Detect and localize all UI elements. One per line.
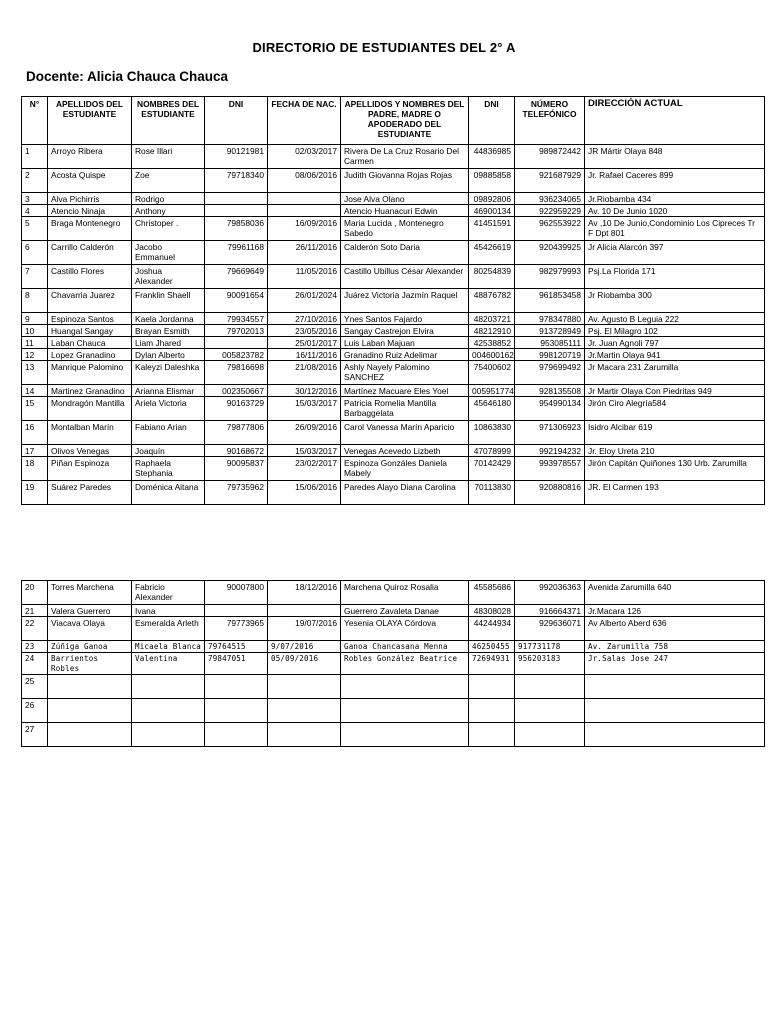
cell-fecha xyxy=(268,699,341,723)
cell-nombres: Micaela Blanca xyxy=(132,641,205,653)
cell-apellidos: Martinez Granadino xyxy=(48,385,132,397)
cell-apellidos: Mondragón Mantilla xyxy=(48,397,132,421)
cell-apoderado: Venegas Acevedo Lizbeth xyxy=(341,445,469,457)
cell-apellidos: Barrientos Robles xyxy=(48,653,132,675)
cell-direccion: Av. 10 De Junio 1020 xyxy=(585,205,765,217)
cell-dni2: 48203721 xyxy=(469,313,515,325)
col-header-dni: DNI xyxy=(205,97,268,145)
cell-direccion: Isidro Alcibar 619 xyxy=(585,421,765,445)
cell-apellidos: Piñan Espinoza xyxy=(48,457,132,481)
students-table-part-2 xyxy=(21,580,765,747)
cell-telefono xyxy=(515,675,585,699)
cell-apellidos: Arroyo Ribera xyxy=(48,145,132,169)
cell-direccion: Jirón Ciro Alegría584 xyxy=(585,397,765,421)
cell-apellidos: Laban Chauca xyxy=(48,337,132,349)
cell-fecha: 23/02/2017 xyxy=(268,457,341,481)
cell-dni2: 46900134 xyxy=(469,205,515,217)
cell-nombres: Valentina xyxy=(132,653,205,675)
cell-dni2: 45585686 xyxy=(469,581,515,605)
cell-dni xyxy=(205,699,268,723)
cell-dni: 79858036 xyxy=(205,217,268,241)
cell-apoderado xyxy=(341,723,469,747)
cell-dni xyxy=(205,675,268,699)
cell-apoderado: Martínez Macuare Eles Yoel xyxy=(341,385,469,397)
cell-direccion: Jr. Rafael Caceres 899 xyxy=(585,169,765,193)
cell-dni: 90121981 xyxy=(205,145,268,169)
cell-n: 2 xyxy=(22,169,48,193)
cell-apoderado: Judith Giovanna Rojas Rojas xyxy=(341,169,469,193)
cell-apellidos: Braga Montenegro xyxy=(48,217,132,241)
cell-n: 5 xyxy=(22,217,48,241)
cell-apellidos: Chavarria Juarez xyxy=(48,289,132,313)
table-row xyxy=(22,445,765,457)
cell-apellidos: Espinoza Santos xyxy=(48,313,132,325)
cell-fecha xyxy=(268,205,341,217)
cell-dni2: 70113830 xyxy=(469,481,515,505)
col-header-n: N° xyxy=(22,97,48,145)
table-row xyxy=(22,169,765,193)
cell-direccion xyxy=(585,723,765,747)
table-row xyxy=(22,325,765,337)
cell-apoderado: Atencio Huanacuri Edwin xyxy=(341,205,469,217)
cell-apellidos: Castillo Flores xyxy=(48,265,132,289)
table-row xyxy=(22,217,765,241)
table-row xyxy=(22,723,765,747)
table-row xyxy=(22,349,765,361)
cell-dni2: 41451591 xyxy=(469,217,515,241)
cell-apellidos xyxy=(48,675,132,699)
cell-dni: 79764515 xyxy=(205,641,268,653)
cell-apellidos: Valera Guerrero xyxy=(48,605,132,617)
cell-apoderado xyxy=(341,699,469,723)
cell-telefono xyxy=(515,723,585,747)
table-row xyxy=(22,337,765,349)
cell-dni xyxy=(205,337,268,349)
cell-fecha xyxy=(268,723,341,747)
cell-dni xyxy=(205,605,268,617)
cell-telefono: 989872442 xyxy=(515,145,585,169)
cell-apoderado: Paredes Alayo Diana Carolina xyxy=(341,481,469,505)
table-row xyxy=(22,361,765,385)
cell-nombres: Fabricio Alexander xyxy=(132,581,205,605)
cell-apellidos: Suárez Paredes xyxy=(48,481,132,505)
cell-apellidos: Atencio Ninaja xyxy=(48,205,132,217)
cell-telefono: 992194232 xyxy=(515,445,585,457)
cell-apoderado: Espinoza Gonzáles Daniela Mabely xyxy=(341,457,469,481)
cell-direccion: Av ,10 De Junio,Condominio Los Cipreces Tr F Dpt 801 xyxy=(585,217,765,241)
cell-nombres: Joshua Alexander xyxy=(132,265,205,289)
table-row xyxy=(22,653,765,675)
cell-telefono: 993978557 xyxy=(515,457,585,481)
cell-apoderado: Ashly Nayely Palomino SANCHEZ xyxy=(341,361,469,385)
cell-direccion: Jr.Macara 126 xyxy=(585,605,765,617)
cell-dni2: 005951774 xyxy=(469,385,515,397)
cell-apoderado: Juárez Victoria Jazmín Raquel xyxy=(341,289,469,313)
cell-dni: 90163729 xyxy=(205,397,268,421)
cell-nombres: Zoe xyxy=(132,169,205,193)
cell-telefono: 917731178 xyxy=(515,641,585,653)
table-row xyxy=(22,241,765,265)
cell-fecha xyxy=(268,605,341,617)
cell-n: 14 xyxy=(22,385,48,397)
cell-dni2 xyxy=(469,699,515,723)
table-row xyxy=(22,397,765,421)
cell-nombres: Ivana xyxy=(132,605,205,617)
cell-nombres: Ariela Victoria xyxy=(132,397,205,421)
cell-apellidos: Lopez Granadino xyxy=(48,349,132,361)
cell-fecha: 26/11/2016 xyxy=(268,241,341,265)
cell-telefono: 936234065 xyxy=(515,193,585,205)
cell-dni2: 09892806 xyxy=(469,193,515,205)
cell-fecha: 30/12/2016 xyxy=(268,385,341,397)
cell-n: 6 xyxy=(22,241,48,265)
cell-direccion: JR. El Carmen 193 xyxy=(585,481,765,505)
cell-dni: 79847051 xyxy=(205,653,268,675)
cell-telefono: 954990134 xyxy=(515,397,585,421)
cell-fecha: 21/08/2016 xyxy=(268,361,341,385)
cell-fecha: 26/01/2024 xyxy=(268,289,341,313)
cell-direccion xyxy=(585,699,765,723)
cell-apoderado: Sangay Castrejon Elvira xyxy=(341,325,469,337)
cell-n: 21 xyxy=(22,605,48,617)
cell-dni2: 09885858 xyxy=(469,169,515,193)
table-row xyxy=(22,617,765,641)
cell-n: 22 xyxy=(22,617,48,641)
cell-apoderado: Carol Vanessa Marín Aparicio xyxy=(341,421,469,445)
table-row xyxy=(22,313,765,325)
cell-telefono: 998120719 xyxy=(515,349,585,361)
cell-n: 17 xyxy=(22,445,48,457)
cell-telefono: 920880816 xyxy=(515,481,585,505)
cell-direccion: Jr Alicia Alarcón 397 xyxy=(585,241,765,265)
cell-telefono: 978347880 xyxy=(515,313,585,325)
col-header-fecha: FECHA DE NAC. xyxy=(268,97,341,145)
cell-fecha: 16/09/2016 xyxy=(268,217,341,241)
cell-telefono: 992036363 xyxy=(515,581,585,605)
cell-apellidos xyxy=(48,699,132,723)
cell-fecha: 15/06/2016 xyxy=(268,481,341,505)
cell-dni2: 44244934 xyxy=(469,617,515,641)
cell-direccion: Jr. Juan Agnoli 797 xyxy=(585,337,765,349)
teacher-name: Docente: Alicia Chauca Chauca xyxy=(26,69,229,84)
cell-n: 25 xyxy=(22,675,48,699)
cell-apoderado: Patricia Romelia Mantilla Barbaggelata xyxy=(341,397,469,421)
cell-n: 27 xyxy=(22,723,48,747)
cell-fecha: 19/07/2016 xyxy=(268,617,341,641)
cell-direccion: Psj. El Milagro 102 xyxy=(585,325,765,337)
cell-nombres: Franklin Shaell xyxy=(132,289,205,313)
cell-direccion: Avenida Zarumilla 640 xyxy=(585,581,765,605)
cell-fecha: 23/05/2016 xyxy=(268,325,341,337)
cell-apoderado: Robles González Beatrice xyxy=(341,653,469,675)
cell-apoderado: Ganoa Chancasana Menna xyxy=(341,641,469,653)
cell-apellidos: Zúñiga Ganoa xyxy=(48,641,132,653)
cell-nombres: Christoper . xyxy=(132,217,205,241)
cell-dni: 79702013 xyxy=(205,325,268,337)
cell-telefono: 962553922 xyxy=(515,217,585,241)
cell-n: 10 xyxy=(22,325,48,337)
cell-dni: 90091654 xyxy=(205,289,268,313)
cell-dni xyxy=(205,193,268,205)
cell-apellidos: Carrillo Calderón xyxy=(48,241,132,265)
col-header-telefono: NÚMERO TELEFÓNICO xyxy=(515,97,585,145)
cell-telefono: 922959229 xyxy=(515,205,585,217)
cell-apoderado: Ynes Santos Fajardo xyxy=(341,313,469,325)
table-row xyxy=(22,641,765,653)
cell-dni2: 10863830 xyxy=(469,421,515,445)
cell-n: 9 xyxy=(22,313,48,325)
cell-n: 11 xyxy=(22,337,48,349)
cell-dni2: 48212910 xyxy=(469,325,515,337)
cell-nombres: Rodrigo xyxy=(132,193,205,205)
cell-dni2: 47078999 xyxy=(469,445,515,457)
cell-dni2: 44836985 xyxy=(469,145,515,169)
page-title: DIRECTORIO DE ESTUDIANTES DEL 2° A xyxy=(252,40,516,55)
cell-apoderado: Marchena Quiroz Rosalia xyxy=(341,581,469,605)
cell-apoderado: Yesenia OLAYA Córdova xyxy=(341,617,469,641)
cell-direccion: Jirón Capitán Quiñones 130 Urb. Zarumilla xyxy=(585,457,765,481)
cell-telefono: 956203183 xyxy=(515,653,585,675)
cell-n: 20 xyxy=(22,581,48,605)
cell-n: 16 xyxy=(22,421,48,445)
cell-dni: 005823782 xyxy=(205,349,268,361)
cell-telefono: 961853458 xyxy=(515,289,585,313)
cell-dni2: 48308028 xyxy=(469,605,515,617)
cell-telefono: 982979993 xyxy=(515,265,585,289)
cell-n: 4 xyxy=(22,205,48,217)
cell-direccion: Jr.Riobamba 434 xyxy=(585,193,765,205)
cell-n: 13 xyxy=(22,361,48,385)
cell-dni2 xyxy=(469,675,515,699)
cell-dni2: 80254839 xyxy=(469,265,515,289)
col-header-nombres: NOMBRES DEL ESTUDIANTE xyxy=(132,97,205,145)
cell-n: 3 xyxy=(22,193,48,205)
cell-apellidos: Olivos Venegas xyxy=(48,445,132,457)
cell-n: 19 xyxy=(22,481,48,505)
cell-nombres: Anthony xyxy=(132,205,205,217)
cell-telefono xyxy=(515,699,585,723)
col-header-apoderado: APELLIDOS Y NOMBRES DEL PADRE, MADRE O APODERADO DEL ESTUDIANTE xyxy=(341,97,469,145)
cell-telefono: 913728949 xyxy=(515,325,585,337)
cell-n: 23 xyxy=(22,641,48,653)
col-header-apellidos: APELLIDOS DEL ESTUDIANTE xyxy=(48,97,132,145)
cell-fecha xyxy=(268,193,341,205)
cell-dni2: 004600162 xyxy=(469,349,515,361)
cell-dni2 xyxy=(469,723,515,747)
cell-nombres: Liam Jhared xyxy=(132,337,205,349)
cell-dni2: 48876782 xyxy=(469,289,515,313)
cell-apellidos: Acosta Quispe xyxy=(48,169,132,193)
cell-nombres: Brayan Esmith xyxy=(132,325,205,337)
cell-direccion: Jr.Martin Olaya 941 xyxy=(585,349,765,361)
cell-apellidos: Montalban Marín xyxy=(48,421,132,445)
cell-n: 24 xyxy=(22,653,48,675)
table-row xyxy=(22,385,765,397)
cell-direccion: Psj.La Florida 171 xyxy=(585,265,765,289)
cell-telefono: 929636071 xyxy=(515,617,585,641)
cell-telefono: 971306923 xyxy=(515,421,585,445)
col-header-direccion: DIRECCIÓN ACTUAL xyxy=(585,97,765,145)
table-row xyxy=(22,265,765,289)
cell-dni: 79934557 xyxy=(205,313,268,325)
cell-fecha: 15/03/2017 xyxy=(268,445,341,457)
cell-dni xyxy=(205,205,268,217)
cell-n: 8 xyxy=(22,289,48,313)
cell-direccion: Jr. Eloy Ureta 210 xyxy=(585,445,765,457)
cell-dni: 79718340 xyxy=(205,169,268,193)
table-row xyxy=(22,481,765,505)
cell-dni: 79961168 xyxy=(205,241,268,265)
cell-apellidos: Alva Pichirris xyxy=(48,193,132,205)
cell-apellidos: Torres Marchena xyxy=(48,581,132,605)
cell-apellidos: Viacava Olaya xyxy=(48,617,132,641)
cell-nombres: Joaquín xyxy=(132,445,205,457)
cell-dni: 90168672 xyxy=(205,445,268,457)
cell-dni: 90007800 xyxy=(205,581,268,605)
cell-telefono: 979699492 xyxy=(515,361,585,385)
table-row xyxy=(22,421,765,445)
col-header-dni-apoderado: DNI xyxy=(469,97,515,145)
cell-fecha: 02/03/2017 xyxy=(268,145,341,169)
cell-dni: 79773965 xyxy=(205,617,268,641)
cell-n: 15 xyxy=(22,397,48,421)
cell-apellidos: Huangal Sangay xyxy=(48,325,132,337)
cell-nombres: Raphaela Stephania xyxy=(132,457,205,481)
cell-nombres: Jacobo Emmanuel xyxy=(132,241,205,265)
cell-fecha: 9/07/2016 xyxy=(268,641,341,653)
cell-dni2: 46250455 xyxy=(469,641,515,653)
cell-nombres: Doménica Aitana xyxy=(132,481,205,505)
table-row xyxy=(22,699,765,723)
table-row xyxy=(22,145,765,169)
header-row xyxy=(22,97,765,145)
cell-direccion: Jr.Salas Jose 247 xyxy=(585,653,765,675)
cell-dni: 79669649 xyxy=(205,265,268,289)
cell-fecha: 15/03/2017 xyxy=(268,397,341,421)
cell-dni: 79735962 xyxy=(205,481,268,505)
cell-direccion: Jr Riobamba 300 xyxy=(585,289,765,313)
cell-direccion: Av. Agusto B Leguia 222 xyxy=(585,313,765,325)
cell-direccion: Av. Zarumilla 758 xyxy=(585,641,765,653)
cell-fecha: 16/11/2016 xyxy=(268,349,341,361)
cell-apoderado: Granadino Ruiz Adelimar xyxy=(341,349,469,361)
cell-nombres xyxy=(132,699,205,723)
cell-n: 1 xyxy=(22,145,48,169)
cell-apoderado xyxy=(341,675,469,699)
cell-apoderado: Castillo Ubillus César Alexander xyxy=(341,265,469,289)
cell-fecha: 18/12/2016 xyxy=(268,581,341,605)
table-row xyxy=(22,675,765,699)
cell-telefono: 921687929 xyxy=(515,169,585,193)
cell-dni: 79877806 xyxy=(205,421,268,445)
cell-apoderado: Calderón Soto Daria xyxy=(341,241,469,265)
cell-telefono: 953085111 xyxy=(515,337,585,349)
cell-dni2: 75400602 xyxy=(469,361,515,385)
cell-dni xyxy=(205,723,268,747)
cell-n: 12 xyxy=(22,349,48,361)
table-row xyxy=(22,193,765,205)
cell-direccion: Jr Martir Olaya Con Piedritas 949 xyxy=(585,385,765,397)
cell-apoderado: Rivera De La Cruz Rosario Del Carmen xyxy=(341,145,469,169)
table-row xyxy=(22,581,765,605)
cell-apoderado: Maria Lucida , Montenegro Sabedo xyxy=(341,217,469,241)
cell-fecha: 05/09/2016 xyxy=(268,653,341,675)
cell-dni2: 45426619 xyxy=(469,241,515,265)
cell-nombres: Arianna Elismar xyxy=(132,385,205,397)
cell-dni: 79816698 xyxy=(205,361,268,385)
cell-direccion xyxy=(585,675,765,699)
cell-telefono: 916664371 xyxy=(515,605,585,617)
cell-apellidos xyxy=(48,723,132,747)
cell-dni2: 72694931 xyxy=(469,653,515,675)
cell-dni2: 70142429 xyxy=(469,457,515,481)
table-row xyxy=(22,289,765,313)
cell-nombres: Rose Illari xyxy=(132,145,205,169)
table-row xyxy=(22,205,765,217)
cell-fecha: 11/05/2016 xyxy=(268,265,341,289)
cell-fecha: 26/09/2016 xyxy=(268,421,341,445)
cell-apoderado: Jose Alva Olano xyxy=(341,193,469,205)
cell-dni: 002350667 xyxy=(205,385,268,397)
cell-dni: 90095837 xyxy=(205,457,268,481)
cell-fecha: 27/10/2016 xyxy=(268,313,341,325)
cell-apellidos: Manrique Palomino xyxy=(48,361,132,385)
cell-nombres: Kaleyzi Daleshka xyxy=(132,361,205,385)
cell-dni2: 45646180 xyxy=(469,397,515,421)
cell-fecha xyxy=(268,675,341,699)
cell-nombres: Kaela Jordanna xyxy=(132,313,205,325)
cell-fecha: 08/06/2016 xyxy=(268,169,341,193)
cell-direccion: JR Mártir Olaya 848 xyxy=(585,145,765,169)
students-table-part-1 xyxy=(21,96,765,505)
cell-nombres: Esmeralda Arleth xyxy=(132,617,205,641)
cell-direccion: Jr Macara 231 Zarumilla xyxy=(585,361,765,385)
cell-fecha: 25/01/2017 xyxy=(268,337,341,349)
cell-apoderado: Luis Laban Majuan xyxy=(341,337,469,349)
cell-n: 7 xyxy=(22,265,48,289)
cell-nombres xyxy=(132,675,205,699)
table-row xyxy=(22,605,765,617)
cell-dni2: 42538852 xyxy=(469,337,515,349)
cell-nombres xyxy=(132,723,205,747)
cell-apoderado: Guerrero Zavaleta Danae xyxy=(341,605,469,617)
cell-n: 18 xyxy=(22,457,48,481)
cell-nombres: Dylan Alberto xyxy=(132,349,205,361)
cell-telefono: 928135508 xyxy=(515,385,585,397)
cell-n: 26 xyxy=(22,699,48,723)
cell-direccion: Av Alberto Aberd 636 xyxy=(585,617,765,641)
table-row xyxy=(22,457,765,481)
cell-nombres: Fabiano Arian xyxy=(132,421,205,445)
cell-telefono: 920439925 xyxy=(515,241,585,265)
